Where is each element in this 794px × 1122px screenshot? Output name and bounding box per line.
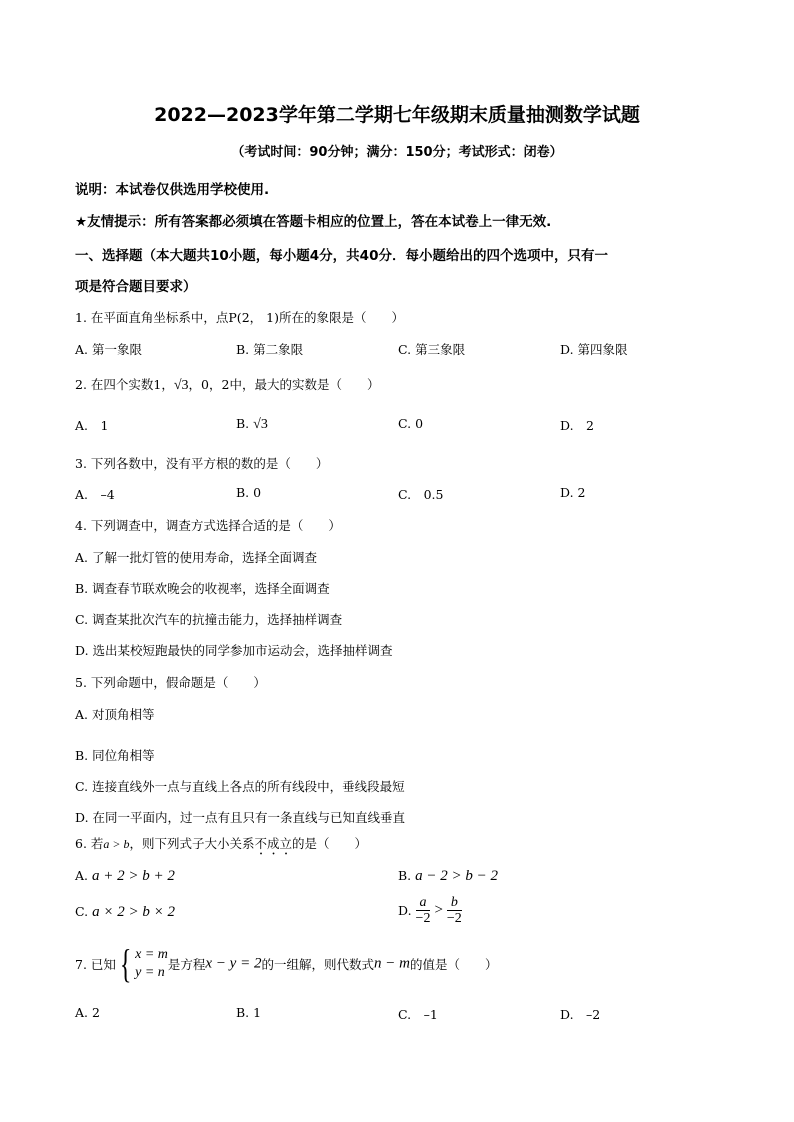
q7-option-b: B. 1 [236,1005,262,1020]
fraction-numerator: a [419,895,427,910]
greater-than-sign: > [434,902,443,918]
q4-option-c: C. 调查某批次汽车的抗撞击能力，选择抽样调查 [75,612,343,627]
q6-emphasis: 不成立 [254,836,293,851]
q7-equation: x − y = 2 [205,955,262,972]
system-line-2: y = n [135,965,165,980]
q2-stem-end: ，0，2中，最大的实数是（ ） [188,377,380,392]
q6-option-b-label: B. [398,868,412,883]
q6-option-d [398,895,462,926]
q6-option-c-expr: a × 2 > b × 2 [92,904,175,920]
fraction-denominator: −2 [446,911,462,926]
question-6-stem [75,834,367,858]
q6-stem-start: 6. 若 [75,836,104,851]
q6-stem-mid: ，则下列式子大小关系 [129,836,255,851]
question-1-stem: 1. 在平面直角坐标系中，点P(2， 1)所在的象限是（ ） [75,310,404,325]
equation-system [135,946,168,982]
q2-option-b-sqrt: √3 [253,417,268,432]
q6-option-d-fraction-a [416,895,431,926]
q7-option-c: C. –1 [398,1007,438,1022]
left-brace-icon: { [119,941,132,986]
question-7-stem [75,941,498,986]
q7-expression: n − m [373,955,410,972]
fraction-numerator: b [450,895,458,910]
q7-stem-start: 7. 已知 [75,957,116,972]
q5-option-b: B. 同位角相等 [75,748,155,763]
q6-option-c [75,904,175,921]
question-4-stem: 4. 下列调查中，调查方式选择合适的是（ ） [75,518,341,533]
q7-option-d: D. –2 [560,1007,601,1022]
q6-condition: a > b [103,837,130,851]
page-title: 2022—2023学年第二学期七年级期末质量抽测数学试题 [154,104,640,126]
system-line-1: x = m [135,947,168,962]
q4-option-a: A. 了解一批灯管的使用寿命，选择全面调查 [75,550,317,565]
q6-option-b-expr: a − 2 > b − 2 [415,868,499,884]
section-heading: 一、选择题（本大题共10小题，每小题4分，共40分．每小题给出的四个选项中，只有一 [75,248,608,264]
q5-option-a: A. 对顶角相等 [75,707,155,722]
q2-sqrt3: √3 [173,378,189,393]
q4-option-b: B. 调查春节联欢晚会的收视率，选择全面调查 [75,581,330,596]
q3-option-b: B. 0 [236,485,262,500]
q2-option-a: A. 1 [75,418,109,433]
question-2-stem [75,375,379,394]
q5-option-c: C. 连接直线外一点与直线上各点的所有线段中，垂线段最短 [75,779,405,794]
q1-option-b: B. 第二象限 [236,342,304,357]
q1-option-a: A. 第一象限 [75,342,142,357]
q2-option-c: C. 0 [398,416,424,431]
q6-option-c-label: C. [75,904,89,919]
q3-option-a: A. –4 [75,487,115,502]
q3-option-d: D. 2 [560,485,586,500]
fraction-denominator: −2 [415,911,431,926]
question-3-stem: 3. 下列各数中，没有平方根的数的是（ ） [75,456,329,471]
q4-option-d: D. 选出某校短跑最快的同学参加市运动会，选择抽样调查 [75,643,393,658]
q6-option-b [398,868,498,885]
q2-option-b [236,416,268,433]
q6-option-d-fraction-b [447,895,462,926]
q3-option-c: C. 0.5 [398,487,444,502]
q7-option-a: A. 2 [75,1005,100,1020]
note-reminder: ★友情提示：所有答案都必须填在答题卡相应的位置上，答在本试卷上一律无效. [75,214,552,230]
q6-option-d-label: D. [398,903,412,918]
q6-option-a-expr: a + 2 > b + 2 [92,868,175,884]
q2-option-b-label: B. [236,416,250,431]
section-heading-cont: 项是符合题目要求） [75,279,197,295]
q6-option-a-label: A. [75,868,89,883]
q1-option-d: D. 第四象限 [560,342,628,357]
q2-option-d: D. 2 [560,418,595,433]
q5-option-d: D. 在同一平面内，过一点有且只有一条直线与已知直线垂直 [75,810,406,825]
q7-stem-mid2: 的一组解，则代数式 [261,957,374,972]
q7-stem-end: 的值是（ ） [409,957,498,972]
q1-option-c: C. 第三象限 [398,342,466,357]
q6-option-a [75,868,175,885]
exam-info: （考试时间：90分钟；满分：150分；考试形式：闭卷） [231,145,563,160]
q2-stem-start: 2. 在四个实数1， [75,377,174,392]
q7-stem-mid: 是方程 [167,957,206,972]
q6-stem-end: 的是（ ） [292,836,368,851]
note-usage: 说明：本试卷仅供选用学校使用. [75,182,270,198]
question-5-stem: 5. 下列命题中，假命题是（ ） [75,675,266,690]
